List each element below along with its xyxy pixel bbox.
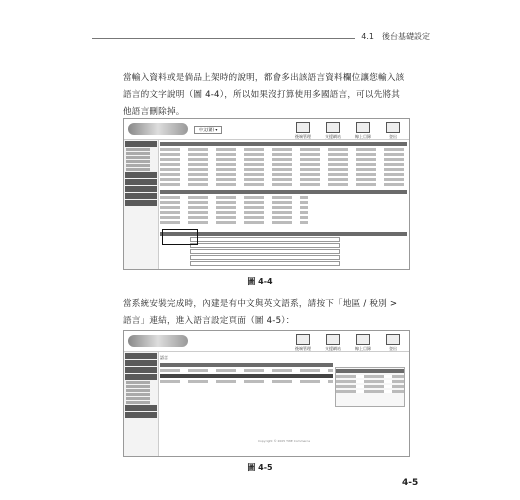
figure-4-4-screenshot <box>123 118 410 270</box>
toolbar-support-label: 支援網站 <box>325 134 341 139</box>
product-edit-form <box>160 141 407 269</box>
admin-icon <box>296 334 310 345</box>
figure-4-5-screenshot <box>123 330 410 457</box>
highlight-language-fields <box>162 229 198 245</box>
languages-title: 語言 <box>160 355 168 360</box>
page-number: 4-5 <box>402 478 419 488</box>
language-select[interactable]: 中文(繁) ▾ <box>194 126 222 134</box>
admin-sidebar-2 <box>124 352 159 456</box>
toolbar-catalog-label: 線上目錄 <box>355 134 371 139</box>
chapter-header: 4.1 後台基礎設定 <box>355 31 430 42</box>
admin-icon <box>296 122 310 133</box>
logout-icon <box>386 334 400 345</box>
support-icon <box>326 122 340 133</box>
figure-4-5-caption: 圖 4-5 <box>247 463 273 472</box>
figure-4-4-caption: 圖 4-4 <box>247 277 273 286</box>
store-logo <box>128 123 188 135</box>
toolbar-logout-label-2: 登出 <box>389 346 397 351</box>
toolbar-logout[interactable] <box>384 122 402 140</box>
admin-topbar <box>124 119 409 140</box>
catalog-icon <box>356 334 370 345</box>
paragraph-2: 當系統安裝完成時，內建是有中文與英文語系，請按下「地區 / 稅別 > 語言」連結，進入語言設定頁面（圖 4-5）： <box>123 299 398 326</box>
toolbar-support[interactable] <box>324 122 342 140</box>
language-detail-panel <box>335 367 405 407</box>
copyright-footer: Copyright © 2005 TWE Commerce <box>257 439 311 443</box>
toolbar-support-2[interactable] <box>324 334 342 352</box>
toolbar-admin-label-2: 後端管理 <box>295 346 311 351</box>
toolbar-logout-2[interactable] <box>384 334 402 352</box>
toolbar-admin-2[interactable] <box>294 334 312 352</box>
store-logo-2 <box>128 335 188 347</box>
toolbar-catalog[interactable] <box>354 122 372 140</box>
toolbar-admin-label: 後端管理 <box>295 134 311 139</box>
toolbar-support-label-2: 支援網站 <box>325 346 341 351</box>
catalog-icon <box>356 122 370 133</box>
admin-topbar-2 <box>124 331 409 352</box>
toolbar-catalog-2[interactable] <box>354 334 372 352</box>
toolbar-logout-label: 登出 <box>389 134 397 139</box>
admin-sidebar <box>124 140 159 269</box>
toolbar-catalog-label-2: 線上目錄 <box>355 346 371 351</box>
toolbar-admin[interactable] <box>294 122 312 140</box>
logout-icon <box>386 122 400 133</box>
support-icon <box>326 334 340 345</box>
paragraph-1: 當輸入資料或是倘品上架時的說明，都會多出該語言資料欄位讓您輸入該語言的文字說明（圖 4-4），所以如果沒打算使用多國語言，可以先將其他語言刪除掉。 <box>123 73 405 117</box>
